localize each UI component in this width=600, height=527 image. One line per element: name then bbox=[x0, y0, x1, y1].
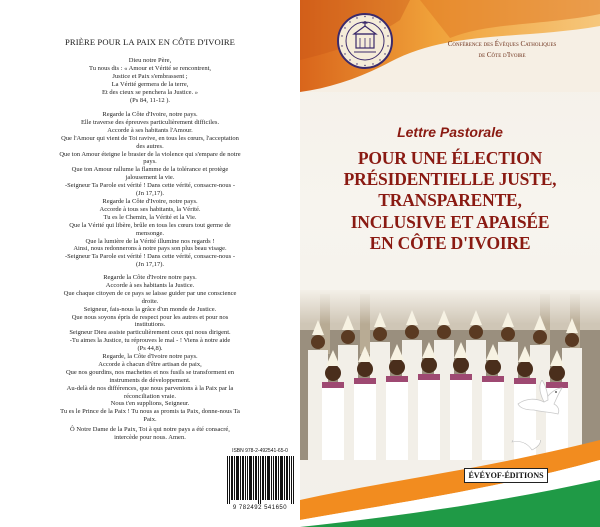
prayer-line: réconciliation vraie. bbox=[124, 392, 176, 400]
prayer-line: institutions. bbox=[134, 321, 166, 329]
prayer-line: droite. bbox=[141, 297, 159, 305]
ivorian-flag-ribbon bbox=[300, 440, 600, 527]
prayer-line: instruments de développement. bbox=[109, 376, 191, 384]
front-cover bbox=[300, 0, 600, 527]
prayer-line: Et des cieux se penchera la Justice. » bbox=[101, 88, 199, 96]
title-line: POUR UNE ÉLECTION bbox=[357, 148, 543, 168]
prayer-line: Tu nous dis : « Amour et Vérité se rencontrent, bbox=[88, 64, 212, 72]
prayer-line: Que nos gourdins, nos machettes et nos fusils se transforment en bbox=[65, 368, 235, 376]
title-line: INCLUSIVE ET APAISÉE bbox=[350, 211, 550, 232]
prayer-line: (Ps 44,8). bbox=[137, 345, 163, 353]
prayer-line: Que ton Amour rallume la flamme de la tolérance et protège bbox=[71, 166, 229, 174]
prayer-line: Dieu notre Père, bbox=[128, 57, 172, 64]
prayer-line: Que ton Amour éteigne le brasier de la violence qui s'empare de notre bbox=[59, 150, 241, 158]
prayer-line: Que chaque citoyen de ce pays se laisse guider par une conscience bbox=[63, 289, 237, 297]
prayer-line: Que la lumière de la Vérité illumine nos regards ! bbox=[85, 237, 215, 245]
prayer-line: Accorde à ses habitants la Justice. bbox=[105, 281, 195, 289]
prayer-line: Accorde à tous ses habitants, la Vérité. bbox=[99, 205, 201, 213]
prayer-line: Accorde à chacun d'être artisan de paix, bbox=[98, 360, 202, 368]
prayer-line: Au-delà de nos différences, que nous parvenions à la Paix par la bbox=[66, 384, 234, 392]
prayer-line: Regarde, la Côte d'Ivoire notre pays. bbox=[102, 353, 198, 360]
dove-icon bbox=[514, 380, 564, 420]
conference-name bbox=[407, 39, 597, 60]
publisher-label: ÉVÉYOF-ÉDITIONS bbox=[464, 468, 548, 483]
cover-title bbox=[300, 148, 600, 254]
prayer-stanza-6 bbox=[24, 426, 276, 442]
prayer-line: Regarde la Côte d'Ivoire, notre pays. bbox=[102, 198, 198, 205]
prayer-line: mensonge. bbox=[136, 229, 164, 237]
prayer-line: -Tu aimes la Justice, tu réprouves le mal - ! Viens à notre aide bbox=[69, 337, 231, 345]
isbn-number: ISBN 978-2-492541-65-0 bbox=[232, 448, 288, 454]
prayer-line: Que la Vérité qui libère, brûle en tous les cœurs tout germe de bbox=[69, 221, 231, 229]
prayer-stanza-2 bbox=[24, 111, 276, 198]
prayer-line: Tu es le Prince de la Paix ! Tu nous as promis ta Paix, donne-nous Ta bbox=[60, 408, 240, 416]
document-type: Lettre Pastorale bbox=[397, 124, 503, 140]
bishops-group-photo bbox=[300, 290, 600, 460]
conference-line-1: Conférence des Évêques Catholiques bbox=[447, 40, 557, 48]
title-line: EN CÔTE D'IVOIRE bbox=[369, 232, 531, 253]
prayer-line: Nous t'en supplions, Seigneur. bbox=[110, 400, 190, 408]
prayer-line: des autres. bbox=[136, 142, 164, 150]
prayer-title: PRIÈRE POUR LA PAIX EN CÔTE D'IVOIRE bbox=[64, 37, 236, 47]
prayer-line: Regarde la Côte d'Ivoire notre pays. bbox=[103, 274, 197, 281]
prayer-line: Que nous soyons épris de respect pour les autres et pour nos bbox=[71, 313, 229, 321]
prayer-stanza-4 bbox=[24, 274, 276, 353]
prayer-line: Seigneur Dieu assiste particulièrement ceux qui nous dirigent. bbox=[69, 329, 231, 337]
prayer-line: Regarde la Côte d'Ivoire, notre pays. bbox=[102, 111, 198, 118]
prayer-line: (Ps 84, 11-12 ). bbox=[129, 96, 171, 104]
prayer-line: -Seigneur Ta Parole est vérité ! Dans cette vérité, consacre-nous - bbox=[65, 253, 235, 261]
prayer-line: intercède pour nous. Amen. bbox=[114, 433, 186, 441]
prayer-line: (Jn 17,17). bbox=[136, 190, 164, 198]
title-line: TRANSPARENTE, bbox=[378, 190, 522, 211]
prayer-line: Paix. bbox=[143, 416, 157, 424]
prayer-line: La Vérité germera de la terre, bbox=[111, 80, 189, 88]
prayer-line: Elle traverse des épreuves particulièrement difficiles. bbox=[80, 118, 220, 126]
title-line: PRÉSIDENTIELLE JUSTE, bbox=[343, 169, 557, 190]
conference-seal-logo bbox=[336, 12, 394, 70]
prayer-line: -Seigneur Ta Parole est vérité ! Dans cette vérité, consacre-nous - bbox=[65, 182, 235, 190]
prayer-line: Seigneur, fais-nous la grâce d'un monde de Justice. bbox=[83, 305, 217, 313]
prayer-line: jalousement la vie. bbox=[125, 174, 175, 182]
prayer-line: pays. bbox=[143, 158, 157, 166]
barcode-bars bbox=[227, 456, 295, 504]
prayer-stanza-1 bbox=[24, 57, 276, 104]
prayer-stanza-3 bbox=[24, 198, 276, 269]
prayer-line: (Jn 17,17). bbox=[136, 261, 164, 269]
prayer-line: Justice et Paix s'embrassent ; bbox=[112, 72, 188, 80]
conference-line-2: de Côte d'Ivoire bbox=[478, 50, 526, 59]
dove-icon bbox=[512, 440, 540, 450]
prayer-line: Ainsi, nous redonnerons à notre pays son plus beau visage. bbox=[73, 245, 227, 253]
barcode-digits: 9 782492 541650 bbox=[232, 505, 288, 511]
prayer-line: Tu es le Chemin, la Vérité et la Vie. bbox=[103, 213, 197, 221]
isbn-barcode bbox=[222, 448, 298, 516]
prayer-line: Ô Notre Dame de la Paix, Toi à qui notre pays a été consacré, bbox=[70, 426, 230, 433]
prayer-stanza-5 bbox=[24, 353, 276, 424]
prayer-line: Accorde à ses habitants l'Amour. bbox=[107, 126, 193, 134]
prayer-line: Que l'Amour qui vient de Toi ravive, en tous les cœurs, l'acceptation bbox=[61, 134, 239, 142]
